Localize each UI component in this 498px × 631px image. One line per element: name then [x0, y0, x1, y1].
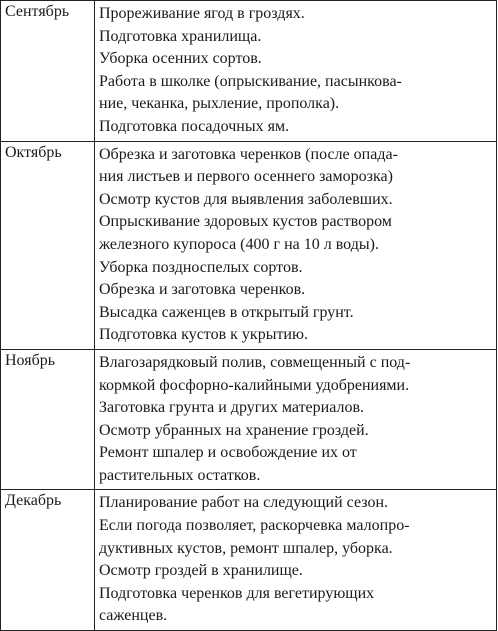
task-line: Планирование работ на следующий сезон.	[99, 494, 389, 512]
task-line: Если погода позволяет, раскорчевка малопро-	[99, 517, 410, 535]
task-line: дуктивных кустов, ремонт шпалер, уборка.	[99, 539, 393, 557]
table-row-november	[1, 349, 497, 490]
task-line: Уборка поздноспелых сортов.	[99, 258, 303, 276]
month-cell: Октябрь	[1, 141, 95, 349]
task-line: Прореживание ягод в гроздях.	[99, 5, 305, 22]
task-line: ние, чеканка, рыхление, прополка).	[99, 95, 340, 113]
table-row-october	[1, 141, 497, 349]
task-line: Влагозарядковый полив, совмещенный с под-	[99, 353, 411, 371]
month-cell: Декабрь	[1, 490, 95, 631]
task-line: Уборка осенних сортов.	[99, 50, 262, 68]
tasks-cell	[95, 349, 497, 490]
table-row-september	[1, 1, 497, 142]
task-line: Осмотр кустов для выявления заболевших.	[99, 190, 393, 208]
task-line: Обрезка и заготовка черенков (после опада-	[99, 145, 398, 163]
task-line: Высадка саженцев в открытый грунт.	[99, 303, 354, 321]
table-row-december	[1, 490, 497, 631]
task-line: Работа в школке (опрыскивание, пасынкова-	[99, 72, 402, 90]
task-line: Подготовка кустов к укрытию.	[99, 326, 308, 344]
tasks-cell	[95, 1, 497, 142]
tasks-cell	[95, 490, 497, 631]
task-line: саженцев.	[99, 607, 168, 625]
month-cell: Сентябрь	[1, 1, 95, 142]
task-line: Ремонт шпалер и освобождение их от	[99, 444, 357, 462]
task-line: ния листьев и первого осеннего заморозка)	[99, 168, 393, 186]
month-cell: Ноябрь	[1, 349, 95, 490]
task-line: Осмотр гроздей в хранилище.	[99, 562, 303, 580]
task-line: кормкой фосфорно-калийными удобрениями.	[99, 376, 410, 394]
task-line: растительных остатков.	[99, 466, 261, 484]
tasks-cell	[95, 141, 497, 349]
task-line: Подготовка посадочных ям.	[99, 117, 290, 135]
task-line: Обрезка и заготовка черенков.	[99, 281, 306, 299]
task-line: Осмотр убранных на хранение гроздей.	[99, 421, 369, 439]
task-line: железного купороса (400 г на 10 л воды).	[99, 235, 379, 253]
task-line: Заготовка грунта и других материалов.	[99, 399, 364, 417]
task-line: Опрыскивание здоровых кустов раствором	[99, 213, 392, 231]
task-line: Подготовка черенков для вегетирующих	[99, 584, 375, 602]
task-line: Подготовка хранилища.	[99, 27, 262, 45]
